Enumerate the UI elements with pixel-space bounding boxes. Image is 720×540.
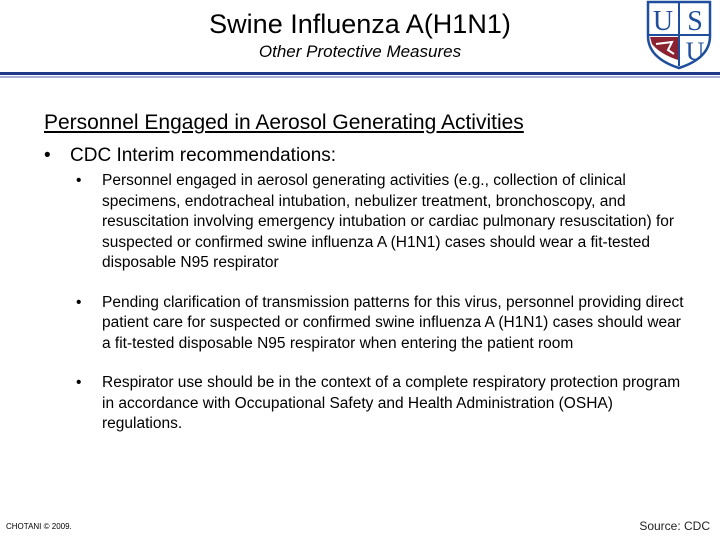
- list-item-text: Pending clarification of transmission patterns for this virus, personnel providing direct patient care for suspected or confirmed swine influenza A (H1N1) cases should wear a fit-tested disposable N95 respirator when entering the patient room: [102, 293, 684, 352]
- logo-letter-u1: U: [652, 6, 674, 37]
- list-item-text: Respirator use should be in the context of a complete respiratory protection program in accordance with Occupational Safety and Health Administration (OSHA) regulations.: [102, 374, 681, 432]
- slide-title: Swine Influenza A(H1N1): [209, 9, 511, 39]
- slide-subtitle: Other Protective Measures: [258, 42, 462, 61]
- bullet-dot-icon: •: [44, 145, 51, 166]
- source-text: Source: CDC: [639, 519, 710, 533]
- list-item: [76, 171, 686, 274]
- logo-letter-u2: U: [685, 37, 705, 66]
- bullet-dot-icon: •: [76, 293, 82, 311]
- usu-shield-logo-icon: [642, 0, 716, 70]
- list-item: [76, 293, 686, 355]
- copyright-text: CHOTANI © 2009.: [6, 522, 72, 531]
- list-item-text: Personnel engaged in aerosol generating activities (e.g., collection of clinical specimens, endotracheal intubation, nebulizer treatment, bronchoscopy, and resuscitation involving emergency intubation or cardiac pulmonary resuscitation) for suspected or confirmed swine influenza A (H1N1) cases should wear a fit-tested disposable N95 respirator: [102, 172, 675, 271]
- bullet-dot-icon: •: [76, 374, 82, 391]
- header-rule-light: [0, 76, 720, 78]
- logo-letter-s: S: [687, 6, 703, 37]
- bullet-level1-text: CDC Interim recommendations:: [70, 145, 337, 166]
- header-rule: [0, 72, 720, 75]
- list-item: [76, 373, 686, 435]
- bullet-list: [76, 171, 686, 454]
- section-heading: Personnel Engaged in Aerosol Generating Activities: [44, 111, 524, 134]
- bullet-dot-icon: •: [76, 172, 82, 189]
